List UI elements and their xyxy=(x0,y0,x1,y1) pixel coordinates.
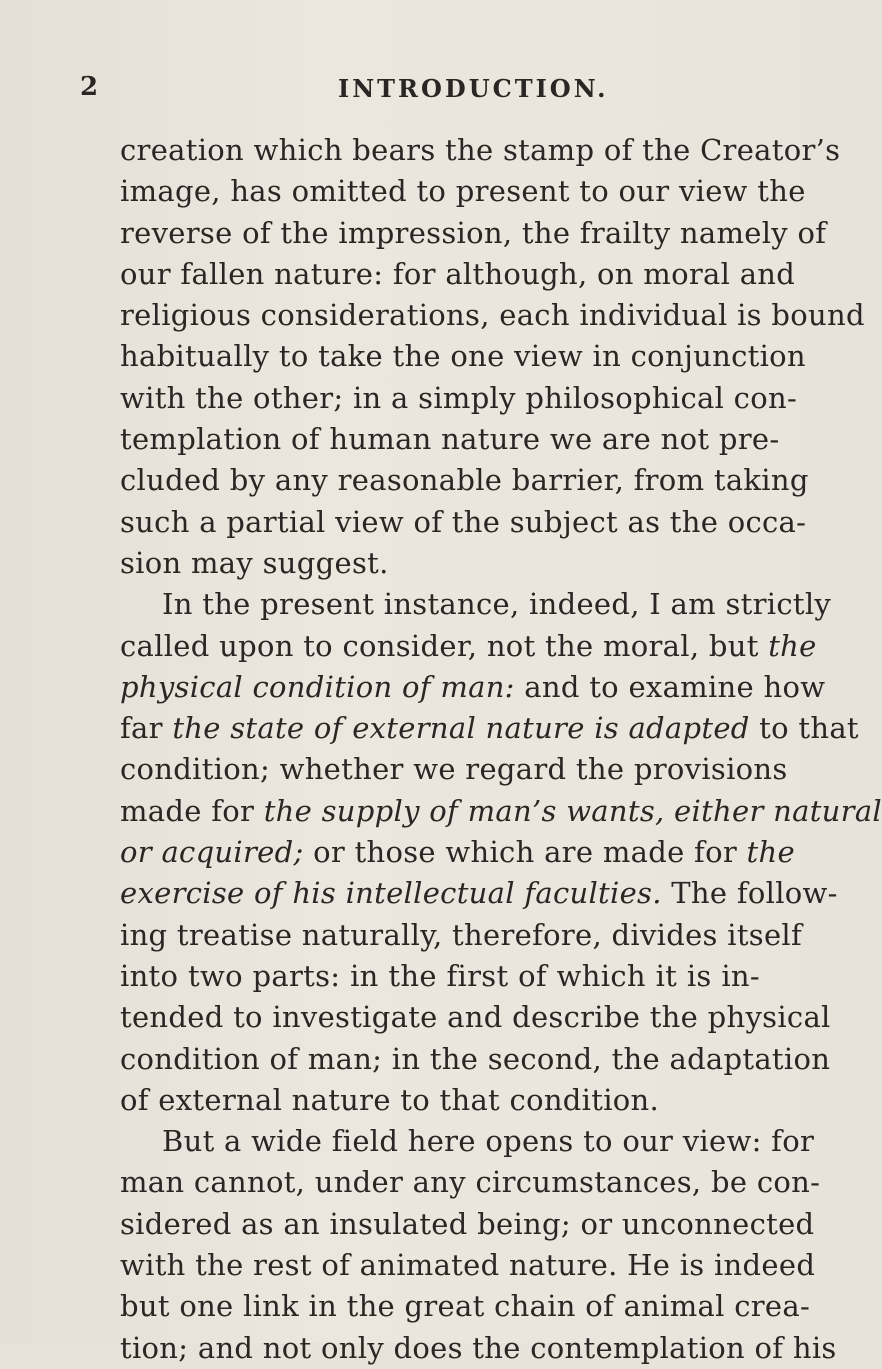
text-line xyxy=(120,295,865,336)
text-line xyxy=(120,1162,821,1203)
text-line xyxy=(120,460,809,501)
text-line xyxy=(120,997,831,1038)
text-line xyxy=(120,667,826,708)
text-line xyxy=(120,336,806,377)
text-line xyxy=(120,1080,760,1121)
text-segment: with the rest of animated nature. He is indeed xyxy=(120,1248,816,1283)
text-segment: religious considerations, each individual is bound xyxy=(120,298,865,333)
text-segment: condition of man; in the second, the adaptation xyxy=(120,1041,831,1076)
text-line xyxy=(120,1286,811,1327)
text-segment: called upon to consider, not the moral, but xyxy=(120,628,769,663)
text-line xyxy=(120,543,760,584)
text-segment: condition; whether we regard the provisions xyxy=(120,752,788,787)
text-line xyxy=(120,1245,816,1286)
italic-text: exercise of his intellectual faculties. xyxy=(120,876,662,911)
text-segment: cluded by any reasonable barrier, from taking xyxy=(120,463,809,498)
italic-text: the state of external nature is adapted xyxy=(172,711,750,746)
text-line xyxy=(120,626,817,667)
text-segment: ing treatise naturally, therefore, divides itself xyxy=(120,917,803,952)
text-line xyxy=(120,502,807,543)
text-line xyxy=(120,1121,815,1162)
text-segment: tion; and not only does the contemplation of his xyxy=(120,1330,837,1365)
text-segment: with the other; in a simply philosophical con- xyxy=(120,380,798,415)
text-segment: habitually to take the one view in conjunction xyxy=(120,339,806,374)
text-line xyxy=(120,749,788,790)
text-line xyxy=(120,791,882,832)
text-line xyxy=(120,213,827,254)
italic-text: the xyxy=(768,628,817,663)
text-line xyxy=(120,419,780,460)
text-line xyxy=(120,1328,837,1369)
text-segment: The follow- xyxy=(661,876,838,911)
italic-text: physical condition of man: xyxy=(120,669,515,704)
text-segment: reverse of the impression, the frailty namely of xyxy=(120,215,827,250)
text-segment: our fallen nature: for although, on moral and xyxy=(120,256,796,291)
italic-text: or acquired; xyxy=(120,835,304,870)
body-text xyxy=(120,130,882,1369)
text-line xyxy=(120,254,796,295)
running-head: INTRODUCTION. xyxy=(338,74,609,103)
text-line xyxy=(120,915,803,956)
text-segment: but one link in the great chain of animal crea- xyxy=(120,1289,811,1324)
text-segment: far xyxy=(120,711,173,746)
text-segment: templation of human nature we are not pre- xyxy=(120,422,780,457)
text-line xyxy=(120,708,859,749)
text-line xyxy=(120,1039,831,1080)
text-line xyxy=(120,873,838,914)
italic-text: the xyxy=(746,835,795,870)
text-line xyxy=(120,130,841,171)
text-line xyxy=(120,1204,815,1245)
text-segment: sion may suggest. xyxy=(120,545,389,580)
text-segment: of external nature to that condition. xyxy=(120,1082,660,1117)
text-line xyxy=(120,584,832,625)
text-segment: to that xyxy=(749,711,859,746)
page-number: 2 xyxy=(80,72,100,102)
text-segment: sidered as an insulated being; or unconnected xyxy=(120,1206,815,1241)
text-segment: image, has omitted to present to our view the xyxy=(120,174,806,209)
text-segment: or those which are made for xyxy=(303,835,747,870)
text-segment: creation which bears the stamp of the Creator’s xyxy=(120,133,841,167)
text-segment: man cannot, under any circumstances, be con- xyxy=(120,1165,821,1200)
text-segment: into two parts: in the first of which it is in- xyxy=(120,958,760,993)
text-line xyxy=(120,171,806,212)
text-segment: tended to investigate and describe the physical xyxy=(120,1000,831,1035)
text-line xyxy=(120,956,760,997)
text-line xyxy=(120,378,798,419)
italic-text: the supply of man’s wants, either natural xyxy=(263,793,882,828)
text-segment: such a partial view of the subject as the occa- xyxy=(120,504,807,539)
page-header xyxy=(0,72,800,112)
text-segment: made for xyxy=(120,793,264,828)
text-segment: and to examine how xyxy=(514,669,826,704)
text-segment: In the present instance, indeed, I am strictly xyxy=(162,587,832,622)
text-line xyxy=(120,832,795,873)
text-segment: But a wide field here opens to our view: for xyxy=(162,1124,815,1159)
